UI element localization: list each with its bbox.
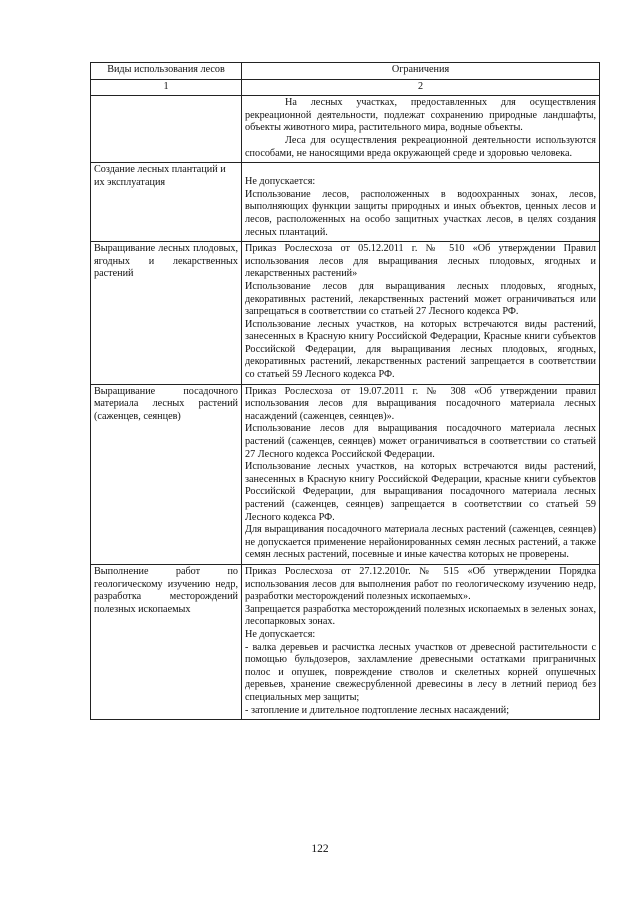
restriction-paragraph: Приказ Рослесхоза от 19.07.2011 г. № 308 «Об утверждении правил использования лесов для выращивания посадочного материала лесных насаждений (саженцев, сеянцев)». [245, 385, 596, 422]
usage-type-cell: Выращивание лесных плодовых, ягодных и лекарственных растений [91, 242, 242, 385]
restriction-cell [242, 96, 600, 163]
usage-type-cell: Создание лесных плантаций и их эксплуатация [91, 163, 242, 242]
restriction-paragraph: На лесных участках, предоставленных для осуществления рекреационной деятельности, подлежат сохранению природные ландшафты, объекты животного мира, растительного мира, водные объекты. [245, 97, 596, 134]
table-row [91, 564, 600, 719]
restriction-cell [242, 242, 600, 385]
table-row [91, 242, 600, 385]
restriction-paragraph: Использование лесов для выращивания посадочного материала лесных растений (саженцев, сеянцев) может ограничиваться в соответствии со статьей 27 Лесного кодекса Российской Федерации. [245, 423, 596, 460]
restriction-cell [242, 564, 600, 719]
restriction-paragraph: Для выращивания посадочного материала лесных растений (саженцев, сеянцев) не допускается применение нерайонированных семян лесных растений, а также семян лесных растений, посевные и иные качества которых не проверены. [245, 524, 596, 561]
usage-type-cell: Выполнение работ по геологическому изучению недр, разработка месторождений полезных ископаемых [91, 564, 242, 719]
header-col-usage-types: Виды использования лесов [91, 63, 242, 80]
restriction-paragraph: Леса для осуществления рекреационной деятельности используются способами, не наносящими вреда окружающей среде и здоровью человека. [245, 134, 596, 159]
restriction-paragraph: Приказ Рослесхоза от 27.12.2010г. № 515 «Об утверждении Порядка использования лесов для выполнения работ по геологическому изучению недр, разработки месторождений полезных ископаемых». [245, 565, 596, 603]
restriction-paragraph: Использование лесных участков, на которых встречаются виды растений, занесенных в Красную книгу Российской Федерации, Красные книги субъектов Российской Федерации, для выращивания лесных плодовых, ягодных, декоративных растений, лекарственных растений запрещается в соответствии со статьей 59 Лесного кодекса РФ. [245, 318, 596, 381]
restrictions-table [90, 62, 600, 720]
restriction-cell [242, 384, 600, 564]
table-row [91, 384, 600, 564]
table-header-row [91, 63, 600, 80]
restriction-paragraph: Запрещается разработка месторождений полезных ископаемых в зеленых зонах, лесопарковых зонах. [245, 603, 596, 628]
restriction-paragraph: Приказ Рослесхоза от 05.12.2011 г. № 510 «Об утверждении Правил использования лесов для выращивания лесных плодовых, ягодных и лекарственных растений» [245, 243, 596, 280]
restriction-paragraph: - валка деревьев и расчистка лесных участков от древесной растительности с помощью бульдозеров, захламление древесными остатками приграничных полос и опушек, повреждение стволов и скелетных корней опушечных деревьев, хранение свежесрубленной древесины в лесу в летний период без специальных мер защиты; [245, 641, 596, 703]
column-number-1: 1 [91, 79, 242, 96]
header-col-restrictions: Ограничения [242, 63, 600, 80]
column-numbers-row [91, 79, 600, 96]
table-row [91, 96, 600, 163]
usage-type-cell: Выращивание посадочного материала лесных растений (саженцев, сеянцев) [91, 384, 242, 564]
restriction-paragraph: Использование лесных участков, на которых встречаются виды растений, занесенных в Красную книгу Российской Федерации, красные книги субъектов Российской Федерации, для выращивания посадочного материала лесных растений (саженцев, сеянцев) запрещается в соответствии со статьей 59 Лесного кодекса РФ. [245, 461, 596, 523]
usage-type-cell [91, 96, 242, 163]
restriction-paragraph: - затопление и длительное подтопление лесных насаждений; [245, 704, 510, 716]
page-number: 122 [311, 843, 329, 855]
restriction-cell [242, 163, 600, 242]
restriction-paragraph: Использование лесов, расположенных в водоохранных зонах, лесов, выполняющих функции защиты природных и иных объектов, ценных лесов и лесов, расположенных на особо защитных участках лесов, в целях создания лесных плантаций. [245, 188, 596, 238]
column-number-2: 2 [242, 79, 600, 96]
restriction-paragraph: Не допускается: [245, 628, 316, 640]
restriction-paragraph: Использование лесов для выращивания лесных плодовых, ягодных, декоративных растений, лекарственных растений может ограничиваться или запрещаться в соответствии со статьей 27 Лесного кодекса РФ. [245, 280, 596, 318]
table-row [91, 163, 600, 242]
restriction-paragraph: Не допускается: [245, 176, 316, 188]
